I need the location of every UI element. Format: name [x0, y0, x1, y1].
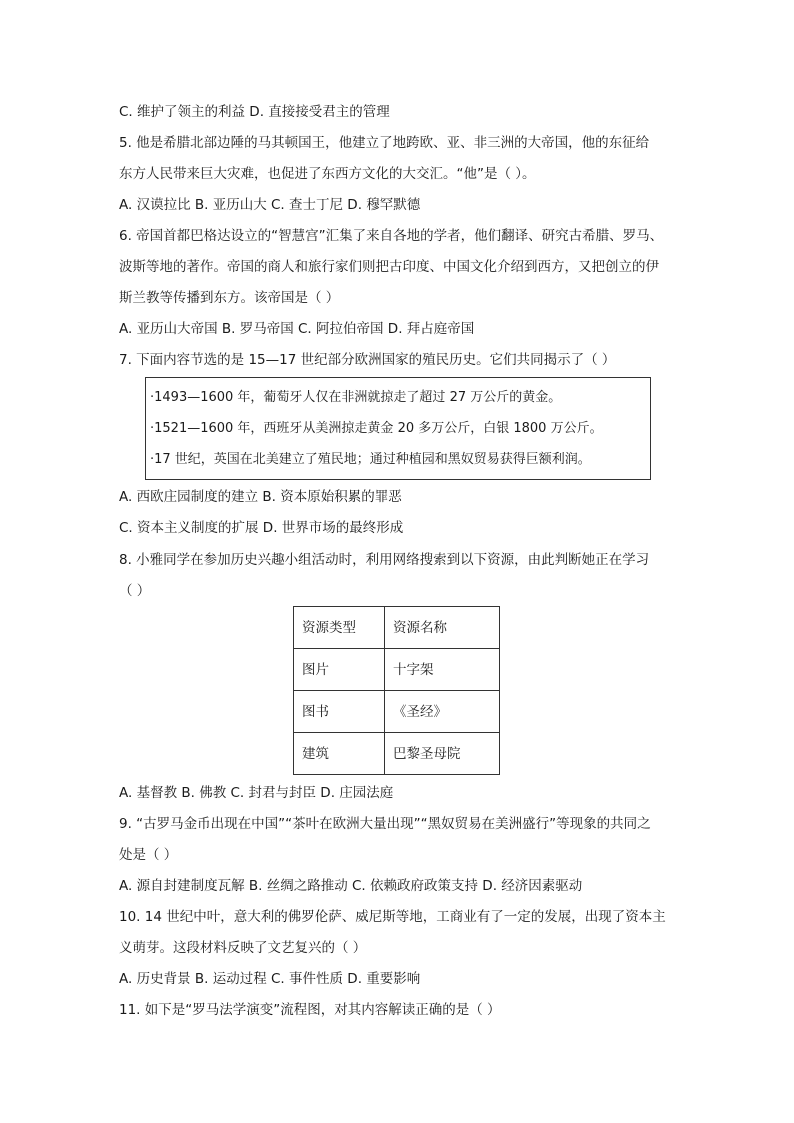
table-header-cell: 资源名称	[385, 607, 500, 649]
q10-stem-line2: 义萌芽。这段材料反映了文艺复兴的（ ）	[119, 940, 367, 956]
q10-stem-line1: 10. 14 世纪中叶，意大利的佛罗伦萨、威尼斯等地，工商业有了一定的发展，出现了资本主	[119, 909, 666, 925]
q11-stem: 11. 如下是“罗马法学演变”流程图，对其内容解读正确的是（ ）	[119, 1002, 501, 1018]
table-row	[294, 733, 500, 775]
table-cell: 《圣经》	[385, 691, 500, 733]
q5-stem-line1: 5. 他是希腊北部边陲的马其顿国王，他建立了地跨欧、亚、非三洲的大帝国，他的东征给	[119, 135, 650, 151]
table-cell: 建筑	[294, 733, 385, 775]
q7-material-box	[145, 377, 651, 480]
q7-stem: 7. 下面内容节选的是 15—17 世纪部分欧洲国家的殖民历史。它们共同揭示了（ ）	[119, 352, 616, 368]
q6-stem-line2: 波斯等地的著作。帝国的商人和旅行家们则把古印度、中国文化介绍到西方，又把创立的伊	[119, 259, 659, 275]
q8-options: A. 基督教 B. 佛教 C. 封君与封臣 D. 庄园法庭	[119, 785, 394, 801]
q7-material-line: ·1493—1600 年，葡萄牙人仅在非洲就掠走了超过 27 万公斤的黄金。	[150, 390, 562, 405]
q4-options-cd: C. 维护了领主的利益 D. 直接接受君主的管理	[119, 104, 390, 120]
table-cell: 图书	[294, 691, 385, 733]
table-cell: 巴黎圣母院	[385, 733, 500, 775]
q5-stem-line2: 东方人民带来巨大灾难，也促进了东西方文化的大交汇。“他”是（ ）。	[119, 166, 536, 182]
q6-stem-line1: 6. 帝国首都巴格达设立的“智慧宫”汇集了来自各地的学者，他们翻译、研究古希腊、罗马、	[119, 228, 664, 244]
q7-material-line: ·17 世纪，英国在北美建立了殖民地；通过种植园和黑奴贸易获得巨额利润。	[150, 452, 591, 467]
q10-options: A. 历史背景 B. 运动过程 C. 事件性质 D. 重要影响	[119, 971, 421, 987]
q9-options: A. 源自封建制度瓦解 B. 丝绸之路推动 C. 依赖政府政策支持 D. 经济因素驱动	[119, 878, 583, 894]
q8-stem-line2: （ ）	[119, 583, 151, 599]
q7-options-ab: A. 西欧庄园制度的建立 B. 资本原始积累的罪恶	[119, 489, 402, 505]
resource-table	[293, 606, 500, 775]
q6-stem-line3: 斯兰教等传播到东方。该帝国是（ ）	[119, 290, 340, 306]
table-header-cell: 资源类型	[294, 607, 385, 649]
q9-stem-line1: 9. “古罗马金币出现在中国”“茶叶在欧洲大量出现”“黑奴贸易在美洲盛行”等现象的共同之	[119, 816, 651, 832]
q7-material-line: ·1521—1600 年，西班牙从美洲掠走黄金 20 多万公斤，白银 1800 万公斤。	[150, 421, 603, 436]
q9-stem-line2: 处是（ ）	[119, 847, 178, 863]
table-row	[294, 607, 500, 649]
q7-options-cd: C. 资本主义制度的扩展 D. 世界市场的最终形成	[119, 520, 404, 536]
q8-stem-line1: 8. 小雅同学在参加历史兴趣小组活动时，利用网络搜索到以下资源，由此判断她正在学习	[119, 552, 650, 568]
table-cell: 图片	[294, 649, 385, 691]
table-row	[294, 691, 500, 733]
q5-options: A. 汉谟拉比 B. 亚历山大 C. 查士丁尼 D. 穆罕默德	[119, 197, 421, 213]
table-cell: 十字架	[385, 649, 500, 691]
table-row	[294, 649, 500, 691]
q6-options: A. 亚历山大帝国 B. 罗马帝国 C. 阿拉伯帝国 D. 拜占庭帝国	[119, 321, 475, 337]
